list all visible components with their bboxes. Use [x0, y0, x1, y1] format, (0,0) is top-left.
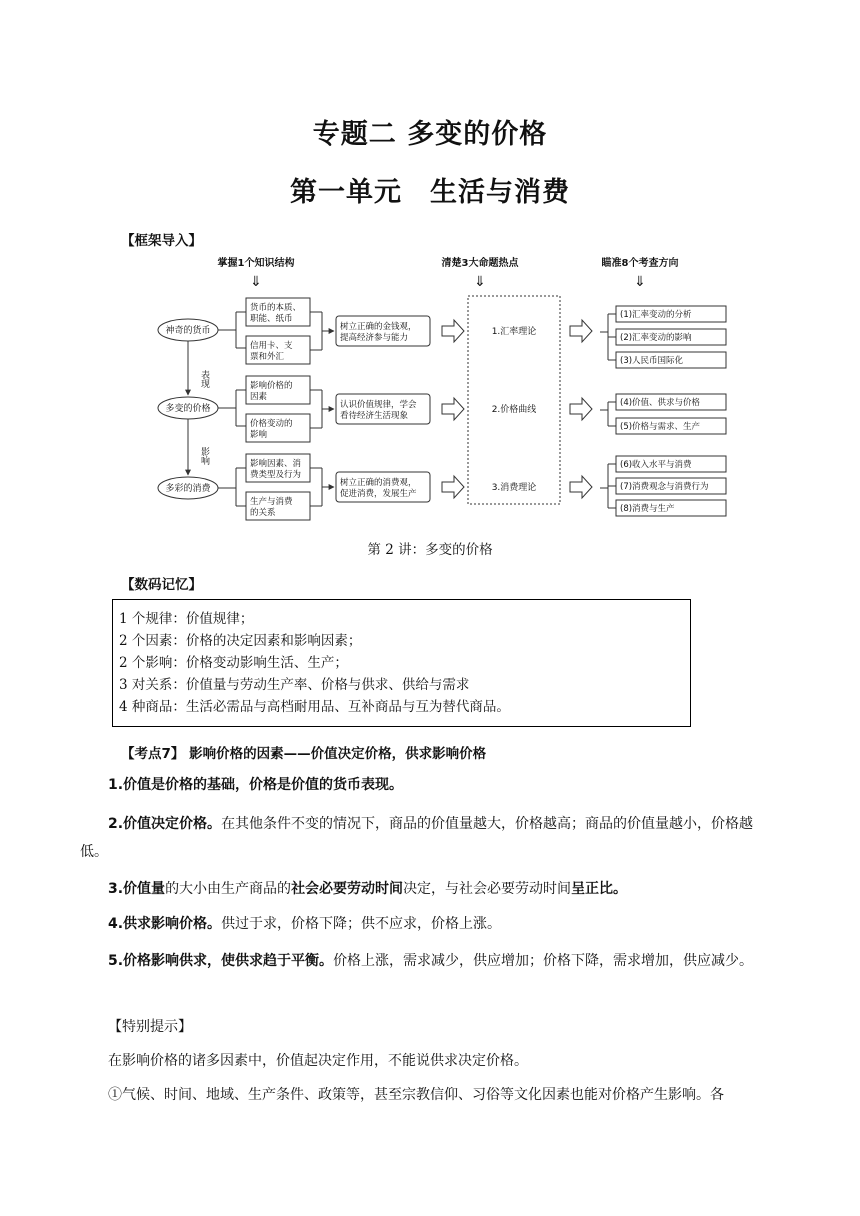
unit-title: 第一单元 生活与消费 — [290, 177, 570, 208]
kaodian-heading: 【考点7】 影响价格的因素——价值决定价格，供求影响价格 — [121, 746, 487, 762]
hotspot-2: 2.价格曲线 — [491, 405, 537, 415]
page-title: 专题二 多变的价格 — [312, 119, 548, 150]
direction-2: (2)汇率变动的影响 — [620, 333, 692, 343]
col-head-structure: 掌握1个知识结构 — [217, 258, 295, 269]
direction-3: (3)人民币国际化 — [620, 356, 684, 366]
arrow-down-1: ⇓ — [250, 274, 262, 290]
direction-8: (8)消费与生产 — [620, 504, 675, 514]
point-3-bold-2: 社会必要劳动时间 — [291, 881, 404, 897]
memory-line-5: 4 种商品：生活必需品与高档耐用品、互补商品与互为替代商品。 — [119, 699, 510, 715]
sub-consumption-1: 影响因素、消费类型及行为 — [250, 459, 302, 480]
hotspot-3: 3.消费理论 — [491, 483, 537, 493]
memory-line-4: 3 对关系：价值量与劳动生产率、价格与供求、供给与需求 — [119, 677, 470, 693]
tip-heading: 【特别提示】 — [108, 1019, 192, 1035]
framework-heading: 【框架导入】 — [121, 233, 202, 249]
sub-currency-1: 货币的本质、职能、纸币 — [250, 303, 302, 324]
direction-5: (5)价格与需求、生产 — [620, 422, 701, 432]
point-1 — [108, 774, 780, 796]
point-2 — [80, 810, 780, 866]
point-1-bold: 1.价值是价格的基础，价格是价值的货币表现。 — [108, 777, 404, 793]
point-4-text: 供过于求，价格下降；供不应求，价格上涨。 — [221, 916, 502, 932]
col-head-hotspots: 清楚3大命题热点 — [441, 258, 519, 269]
point-3-bold-1: 3.价值量 — [108, 881, 166, 897]
sub-price-2: 价格变动的影响 — [250, 419, 293, 440]
point-2-bold: 2.价值决定价格。 — [108, 816, 222, 832]
direction-6: (6)收入水平与消费 — [620, 460, 692, 470]
point-5-text: 价格上涨，需求减少，供应增加；价格下降，需求增加，供应减少。 — [333, 953, 754, 969]
point-3-text-2: 决定，与社会必要劳动时间 — [403, 881, 572, 897]
point-3-bold-3: 呈正比。 — [571, 881, 628, 897]
direction-1: (1)汇率变动的分析 — [620, 310, 692, 320]
point-5 — [80, 947, 780, 975]
goal-consumption: 树立正确的消费观，促进消费，发展生产 — [340, 478, 417, 499]
col-head-directions: 瞄准8个考查方向 — [601, 258, 679, 269]
goal-currency: 树立正确的金钱观，提高经济参与能力 — [340, 322, 417, 343]
direction-4: (4)价值、供求与价格 — [620, 398, 701, 408]
point-3-text-1: 的大小由生产商品的 — [165, 881, 292, 897]
point-2-text: 在其他条件不变的情况下，商品的价值量越大，价格越高；商品的价值量越小，价格越低。 — [80, 816, 754, 860]
link-label-1: 表现 — [199, 370, 209, 388]
group-label-price: 多变的价格 — [165, 404, 211, 414]
memory-line-1: 1 个规律：价值规律； — [119, 611, 254, 627]
direction-7: (7)消费观念与消费行为 — [620, 482, 709, 492]
goal-price: 认识价值规律，学会看待经济生活现象 — [340, 400, 417, 421]
group-label-currency: 神奇的货币 — [165, 326, 211, 336]
arrow-down-3: ⇓ — [634, 274, 646, 290]
tip-paragraph-2: ①气候、时间、地域、生产条件、政策等，甚至宗教信仰、习俗等文化因素也能对价格产生影响。各 — [108, 1087, 724, 1103]
memory-line-2: 2 个因素：价格的决定因素和影响因素； — [119, 633, 362, 649]
hotspot-1: 1.汇率理论 — [491, 327, 537, 337]
point-4 — [108, 913, 780, 935]
tip-paragraph-1: 在影响价格的诸多因素中，价值起决定作用，不能说供求决定价格。 — [108, 1053, 528, 1069]
point-3 — [108, 878, 780, 900]
memory-box — [112, 599, 691, 727]
sub-price-1: 影响价格的因素 — [250, 381, 293, 402]
diagram-caption: 第 2 讲：多变的价格 — [367, 542, 493, 558]
link-label-2: 影响 — [199, 447, 209, 465]
sub-consumption-2: 生产与消费的关系 — [250, 497, 293, 518]
point-5-bold: 5.价格影响供求，使供求趋于平衡。 — [108, 953, 334, 969]
sub-currency-2: 信用卡、支票和外汇 — [250, 341, 293, 362]
memory-heading: 【数码记忆】 — [121, 577, 202, 593]
memory-line-3: 2 个影响：价格变动影响生活、生产； — [119, 655, 348, 671]
point-4-bold: 4.供求影响价格。 — [108, 916, 222, 932]
framework-diagram — [150, 252, 730, 522]
arrow-down-2: ⇓ — [474, 274, 486, 290]
group-label-consumption: 多彩的消费 — [165, 484, 211, 494]
